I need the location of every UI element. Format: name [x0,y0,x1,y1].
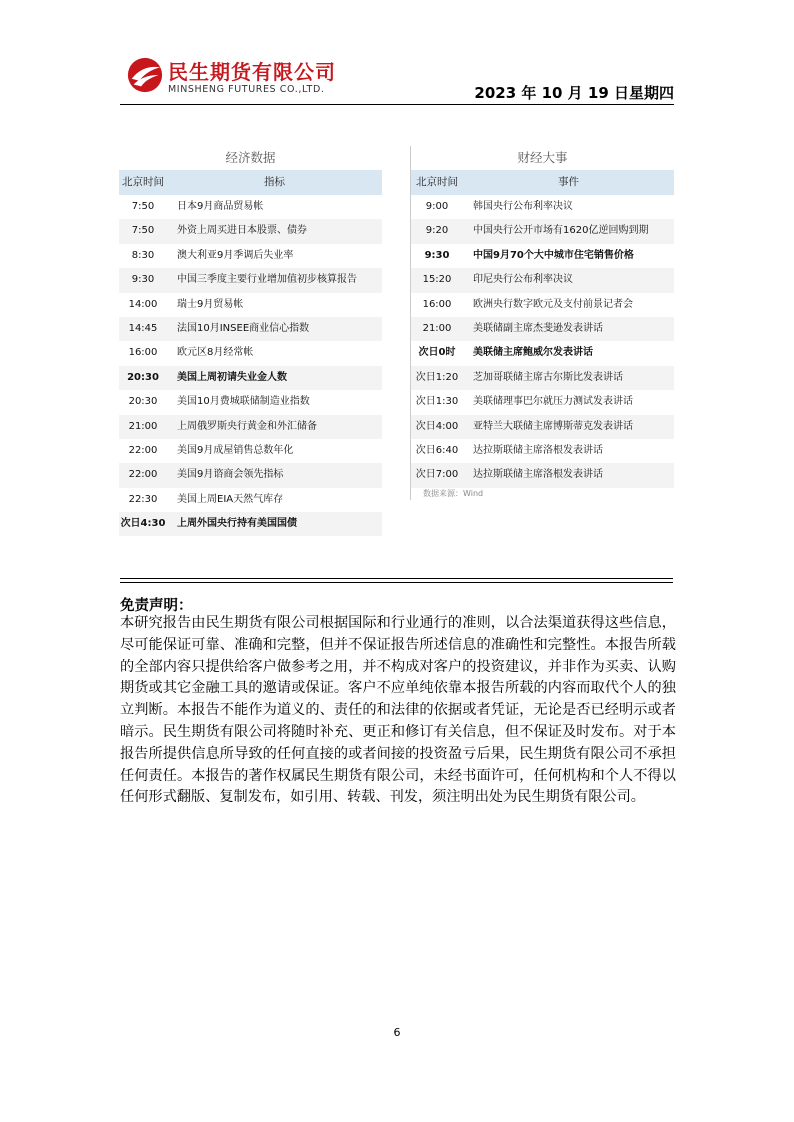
table-row [119,512,382,536]
events-table-header [411,170,674,195]
row-item: 上周外国央行持有美国国债 [177,518,297,530]
row-time: 9:20 [425,225,449,237]
table-row [119,488,382,512]
table-row [119,268,382,292]
row-time: 8:30 [131,249,155,261]
row-item: 澳大利亚9月季调后失业率 [177,249,294,261]
row-time: 22:00 [128,469,158,481]
data-source: 数据来源：Wind [423,488,484,498]
financial-events-title: 财经大事 [517,150,568,165]
row-time: 16:00 [422,298,452,310]
table-row [411,463,674,487]
row-time: 20:30 [128,396,158,408]
row-time: 次日4:00 [415,420,459,432]
row-item: 中国三季度主要行业增加值初步核算报告 [177,274,357,286]
row-item: 美联储理事巴尔就压力测试发表讲话 [473,396,633,408]
row-item: 法国10月INSEE商业信心指数 [177,322,310,334]
header-item: 指标 [264,176,285,188]
row-time: 22:00 [128,444,158,456]
disclaimer-divider-top [120,578,673,579]
page-number: 6 [393,1026,401,1039]
minsheng-logo-icon [126,56,164,94]
financial-events-table [410,146,674,500]
header-time: 北京时间 [122,176,164,188]
header-divider [120,104,674,105]
company-logo [126,54,366,100]
table-row [411,219,674,243]
table-row [119,219,382,243]
row-item: 达拉斯联储主席洛根发表讲话 [473,469,603,481]
disclaimer-divider-bottom [120,582,673,583]
row-item: 瑞士9月贸易帐 [177,298,244,310]
row-time: 次日6:40 [415,444,459,456]
table-row [411,439,674,463]
row-item: 日本9月商品贸易帐 [177,201,264,212]
row-item: 美国9月谘商会领先指标 [177,469,284,481]
header-event: 事件 [558,176,579,188]
row-time: 7:50 [131,225,155,237]
disclaimer-title: 免责声明： [120,598,193,614]
row-item: 美联储副主席杰斐逊发表讲话 [473,322,603,334]
row-item: 达拉斯联储主席洛根发表讲话 [473,444,603,456]
row-item: 中国9月70个大中城市住宅销售价格 [473,249,634,261]
table-row [119,244,382,268]
disclaimer-body: 本研究报告由民生期货有限公司根据国际和行业通行的准则，以合法渠道获得这些信息，尽可能保证可靠、准确和完整，但并不保证报告所述信息的准确性和完整性。本报告所载的全部内容只提供给客户做参考之用，并不构成对客户的投资建议，并非作为买卖、认购期货或其它金融工具的邀请或保证。客户不应单纯依靠本报告所载的内容而取代个人的独立判断。本报告不能作为道义的、责任的和法律的依据或者凭证，无论是否已经明示或者暗示。民生期货有限公司将随时补充、更正和修订有关信息，但不保证及时发布。对于本报告所提供信息所导致的任何直接的或者间接的投资盈亏后果，民生期货有限公司不承担任何责任。本报告的著作权属民生期货有限公司，未经书面许可，任何机构和个人不得以任何形式翻版、复制发布，如引用、转载、刊发，须注明出处为民生期货有限公司。 [120,615,676,806]
row-time: 次日4:30 [120,518,166,530]
row-item: 韩国央行公布利率决议 [473,201,573,212]
row-item: 美国上周初请失业金人数 [177,371,287,383]
economic-table-header [119,170,382,195]
row-time: 21:00 [128,420,158,432]
economic-data-table [119,146,382,536]
row-item: 美国上周EIA天然气库存 [177,493,284,505]
row-item: 美国10月费城联储制造业指数 [177,396,310,408]
row-item: 中国央行公开市场有1620亿逆回购到期 [473,225,649,237]
row-time: 9:30 [424,249,450,261]
events-rows [411,195,674,488]
table-row [119,317,382,341]
table-row [411,244,674,268]
row-time: 9:30 [131,274,155,286]
company-name-cn: 民生期货有限公司 [168,60,336,84]
economic-rows [119,195,382,536]
row-item: 美国9月成屋销售总数年化 [177,444,294,456]
row-item: 外资上周买进日本股票、债券 [177,225,307,237]
table-row [119,341,382,365]
company-name-en: MINSHENG FUTURES CO.,LTD. [168,84,325,95]
table-row [119,293,382,317]
row-item: 上周俄罗斯央行黄金和外汇储备 [177,420,317,432]
table-row [411,341,674,365]
row-time: 次日7:00 [415,469,459,481]
row-time: 次日1:30 [415,396,459,408]
row-time: 14:00 [128,298,158,310]
row-time: 14:45 [128,322,158,334]
row-time: 22:30 [128,493,158,505]
header-time: 北京时间 [416,176,458,188]
row-time: 16:00 [128,347,158,359]
table-row [119,439,382,463]
economic-data-title: 经济数据 [225,150,276,165]
table-row [119,195,382,219]
table-row [411,268,674,292]
table-row [119,390,382,414]
report-date: 2023 年 10 月 19 日星期四 [474,84,674,102]
row-time: 15:20 [422,274,452,286]
row-item: 亚特兰大联储主席博斯蒂克发表讲话 [473,420,633,432]
row-item: 美联储主席鲍威尔发表讲话 [473,347,593,359]
table-row [411,195,674,219]
row-item: 欧元区8月经常帐 [177,347,254,359]
row-item: 印尼央行公布利率决议 [473,274,573,286]
row-time: 9:00 [425,201,449,212]
row-time: 20:30 [127,371,159,383]
row-item: 芝加哥联储主席古尔斯比发表讲话 [473,371,623,383]
row-time: 次日0时 [418,347,456,359]
table-row [411,366,674,390]
table-row [411,317,674,341]
row-time: 次日1:20 [415,371,459,383]
table-row [411,415,674,439]
table-row [119,415,382,439]
row-time: 21:00 [422,322,452,334]
table-row [411,293,674,317]
table-row [119,463,382,487]
row-time: 7:50 [131,201,155,212]
table-row [411,390,674,414]
row-item: 欧洲央行数字欧元及支付前景记者会 [473,298,633,310]
table-row [119,366,382,390]
